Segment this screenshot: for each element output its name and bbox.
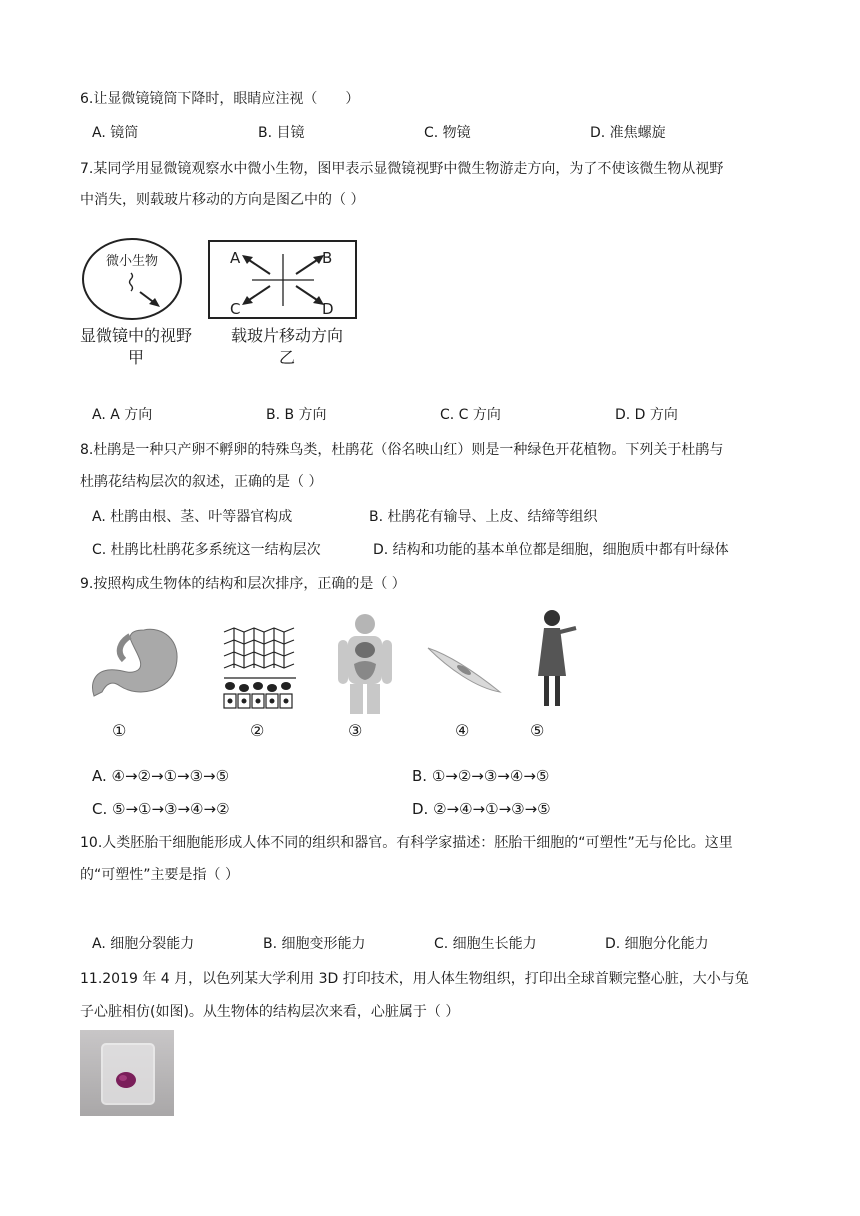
microscope-field-figure — [80, 236, 190, 326]
q10-option-b: B. 细胞变形能力 — [263, 936, 366, 952]
printed-heart-photo — [80, 1030, 174, 1116]
q10-option-c: C. 细胞生长能力 — [434, 936, 537, 952]
direction-b-label: B — [322, 249, 333, 267]
figure-label-1: ① — [112, 721, 127, 740]
caption-left-line2: 甲 — [127, 348, 144, 367]
q8-stem-line1: 8.杜鹃是一种只产卵不孵卵的特殊鸟类，杜鹃花（俗名映山红）则是一种绿色开花植物。下列关于杜鹃与 — [80, 442, 724, 458]
q8-option-d: D. 结构和功能的基本单位都是细胞，细胞质中都有叶绿体 — [373, 542, 729, 558]
direction-c-label: C — [230, 300, 241, 318]
stomach-figure — [86, 626, 186, 706]
q7-option-d: D. D 方向 — [615, 407, 678, 423]
q6-option-d: D. 准焦螺旋 — [590, 125, 666, 141]
tissue-figure — [222, 626, 298, 710]
caption-right-line1: 载玻片移动方向 — [230, 326, 343, 345]
q10-option-d: D. 细胞分化能力 — [605, 936, 709, 952]
human-body-figure — [334, 612, 396, 716]
caption-left-line1: 显微镜中的视野 — [80, 326, 193, 345]
q7-option-b: B. B 方向 — [266, 407, 327, 423]
q8-option-a: A. 杜鹃由根、茎、叶等器官构成 — [92, 509, 293, 525]
q9-option-b: B. ①→②→③→④→⑤ — [412, 767, 550, 785]
q7-stem-line2: 中消失，则载玻片移动的方向是图乙中的（ ） — [80, 192, 365, 208]
cell-figure — [424, 642, 504, 696]
q6-option-a: A. 镜筒 — [92, 125, 139, 141]
figure-label-3: ③ — [348, 721, 363, 740]
q7-option-a: A. A 方向 — [92, 407, 153, 423]
figure-label-2: ② — [250, 721, 265, 740]
figure-label-5: ⑤ — [530, 721, 545, 740]
q6-option-c: C. 物镜 — [424, 125, 471, 141]
slide-direction-figure — [208, 240, 358, 320]
q9-stem: 9.按照构成生物体的结构和层次排序，正确的是（ ） — [80, 576, 406, 592]
q9-option-d: D. ②→④→①→③→⑤ — [412, 800, 551, 818]
q11-stem-line2: 子心脏相仿(如图)。从生物体的结构层次来看，心脏属于（ ） — [80, 1004, 460, 1020]
person-figure — [530, 608, 578, 716]
q6-option-b: B. 目镜 — [258, 125, 305, 141]
q8-option-c: C. 杜鹃比杜鹃花多系统这一结构层次 — [92, 542, 321, 558]
q6-stem: 6.让显微镜镜筒下降时，眼睛应注视（ ） — [80, 91, 360, 107]
field-of-view-circle — [83, 239, 181, 319]
microorganism-label: 微小生物 — [105, 254, 159, 269]
figure-label-4: ④ — [455, 721, 470, 740]
q7-option-c: C. C 方向 — [440, 407, 501, 423]
direction-a-label: A — [230, 249, 241, 267]
q9-option-a: A. ④→②→①→③→⑤ — [92, 767, 230, 785]
q10-stem-line1: 10.人类胚胎干细胞能形成人体不同的组织和器官。有科学家描述：胚胎干细胞的“可塑性”无与伦比。这里 — [80, 835, 733, 851]
q10-stem-line2: 的“可塑性”主要是指（ ） — [80, 867, 239, 883]
direction-d-label: D — [322, 300, 334, 318]
q8-stem-line2: 杜鹃花结构层次的叙述，正确的是（ ） — [80, 474, 323, 490]
q10-option-a: A. 细胞分裂能力 — [92, 936, 195, 952]
q11-stem-line1: 11.2019 年 4 月，以色列某大学利用 3D 打印技术，用人体生物组织，打印出全球首颗完整心脏，大小与兔 — [80, 971, 749, 987]
caption-right-line2: 乙 — [278, 348, 295, 367]
q9-option-c: C. ⑤→①→③→④→② — [92, 800, 230, 818]
q8-option-b: B. 杜鹃花有输导、上皮、结缔等组织 — [369, 509, 598, 525]
microorganism-shape — [130, 273, 133, 291]
q7-stem-line1: 7.某同学用显微镜观察水中微小生物，图甲表示显微镜视野中微生物游走方向，为了不使该微生物从视野 — [80, 161, 724, 177]
